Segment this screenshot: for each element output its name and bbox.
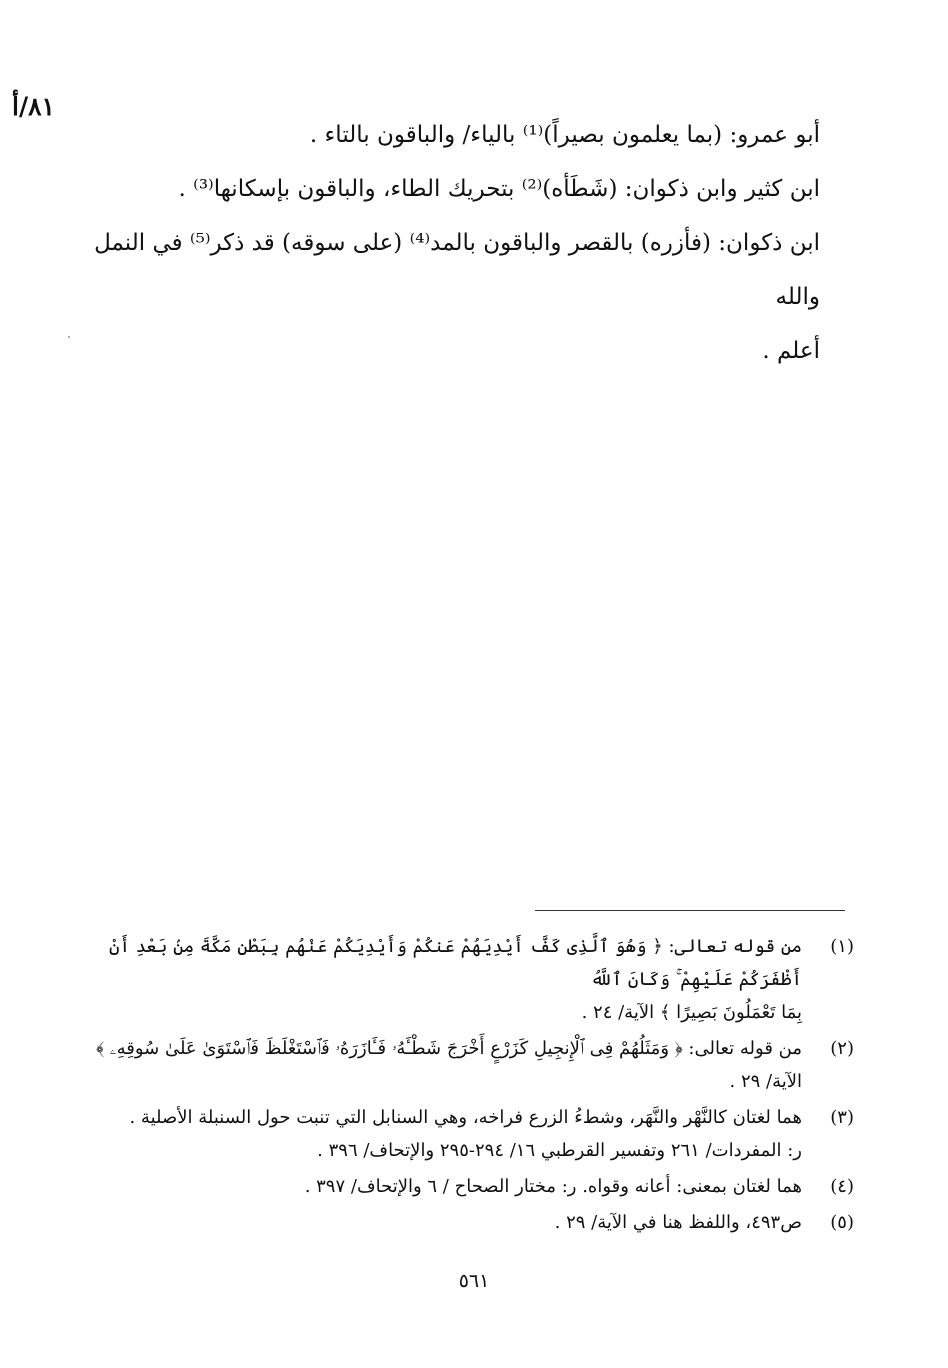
footnote-number: (٢) (830, 1038, 854, 1059)
footnote-text (82, 1170, 802, 1203)
footnote-line: من قوله تعالى: ﴿ وَهُوَ ٱلَّذِى كَفَّ أَيْدِيَهُمْ عَنكُمْ وَأَيْدِيَكُمْ عَنْهُم بِبَطْنِ مَكَّةَ مِنۢ بَعْدِ أَنْ أَظْفَرَكُمْ عَلَيْهِمْ ۚ وَكَانَ ٱللَّهُ (108, 936, 802, 990)
footnote-number: (١) (830, 936, 854, 957)
footnote-number: (٣) (830, 1107, 854, 1128)
footnote-line: الآية/ ٢٩ . (729, 1071, 802, 1092)
scan-speck (68, 336, 70, 338)
main-line: أبو عمرو: (بما يعلمون بصيراً)⁽¹⁾ بالياء/ والباقون بالتاء . (309, 122, 820, 148)
footnote-item (82, 1101, 854, 1167)
footnote-line: هما لغتان كالنَّهْر والنَّهَر، وشطءُ الزرع فراخه، وهي السنابل التي تنبت حول السنبلة الأصلية . (129, 1107, 802, 1128)
footnote-line: هما لغتان بمعنى: أعانه وقواه. ر: مختار الصحاح / ٦ والإتحاف/ ٣٩٧ . (304, 1176, 802, 1197)
main-line: أعلم . (762, 338, 820, 364)
page-number: ٥٦١ (458, 1270, 490, 1292)
footnote-item (82, 930, 854, 1029)
footnote-text (82, 930, 802, 1029)
footnote-line: من قوله تعالى: ﴿ وَمَثَلُهُمْ فِى ٱلْإِنجِيلِ كَزَرْعٍ أَخْرَجَ شَطْـَٔهُۥ فَـَٔازَرَهُۥ فَٱسْتَغْلَظَ فَٱسْتَوَىٰ عَلَىٰ سُوقِهِۦ ﴾ (96, 1038, 802, 1059)
footnote-text (82, 1206, 802, 1239)
footnote-text (82, 1101, 802, 1167)
footnote-separator (535, 910, 845, 911)
footnote-line: ر: المفردات/ ٢٦١ وتفسير القرطبي ١٦/ ٢٩٤-٢٩٥ والإتحاف/ ٣٩٦ . (317, 1140, 802, 1161)
footnote-item (82, 1032, 854, 1098)
footnotes-block (82, 930, 854, 1242)
footnote-line: ص٤٩٣، واللفظ هنا في الآية/ ٢٩ . (554, 1212, 802, 1233)
footnote-number: (٤) (830, 1176, 854, 1197)
main-line: ابن ذكوان: (فأزره) بالقصر والباقون بالمد⁽⁴⁾ (على سوقه) قد ذكر⁽⁵⁾ في النمل والله (94, 230, 820, 310)
footnote-item (82, 1170, 854, 1203)
main-line: ابن كثير وابن ذكوان: (شَطَأه)⁽²⁾ بتحريك الطاء، والباقون بإسكانها⁽³⁾ . (178, 176, 820, 202)
margin-folio-reference: ٨١/أ (12, 92, 55, 121)
footnote-item (82, 1206, 854, 1239)
main-text-block (82, 108, 820, 378)
footnote-line: بِمَا تَعْمَلُونَ بَصِيرًا ﴾ الآية/ ٢٤ . (581, 1002, 802, 1023)
footnote-number: (٥) (830, 1212, 854, 1233)
footnote-text (82, 1032, 802, 1098)
